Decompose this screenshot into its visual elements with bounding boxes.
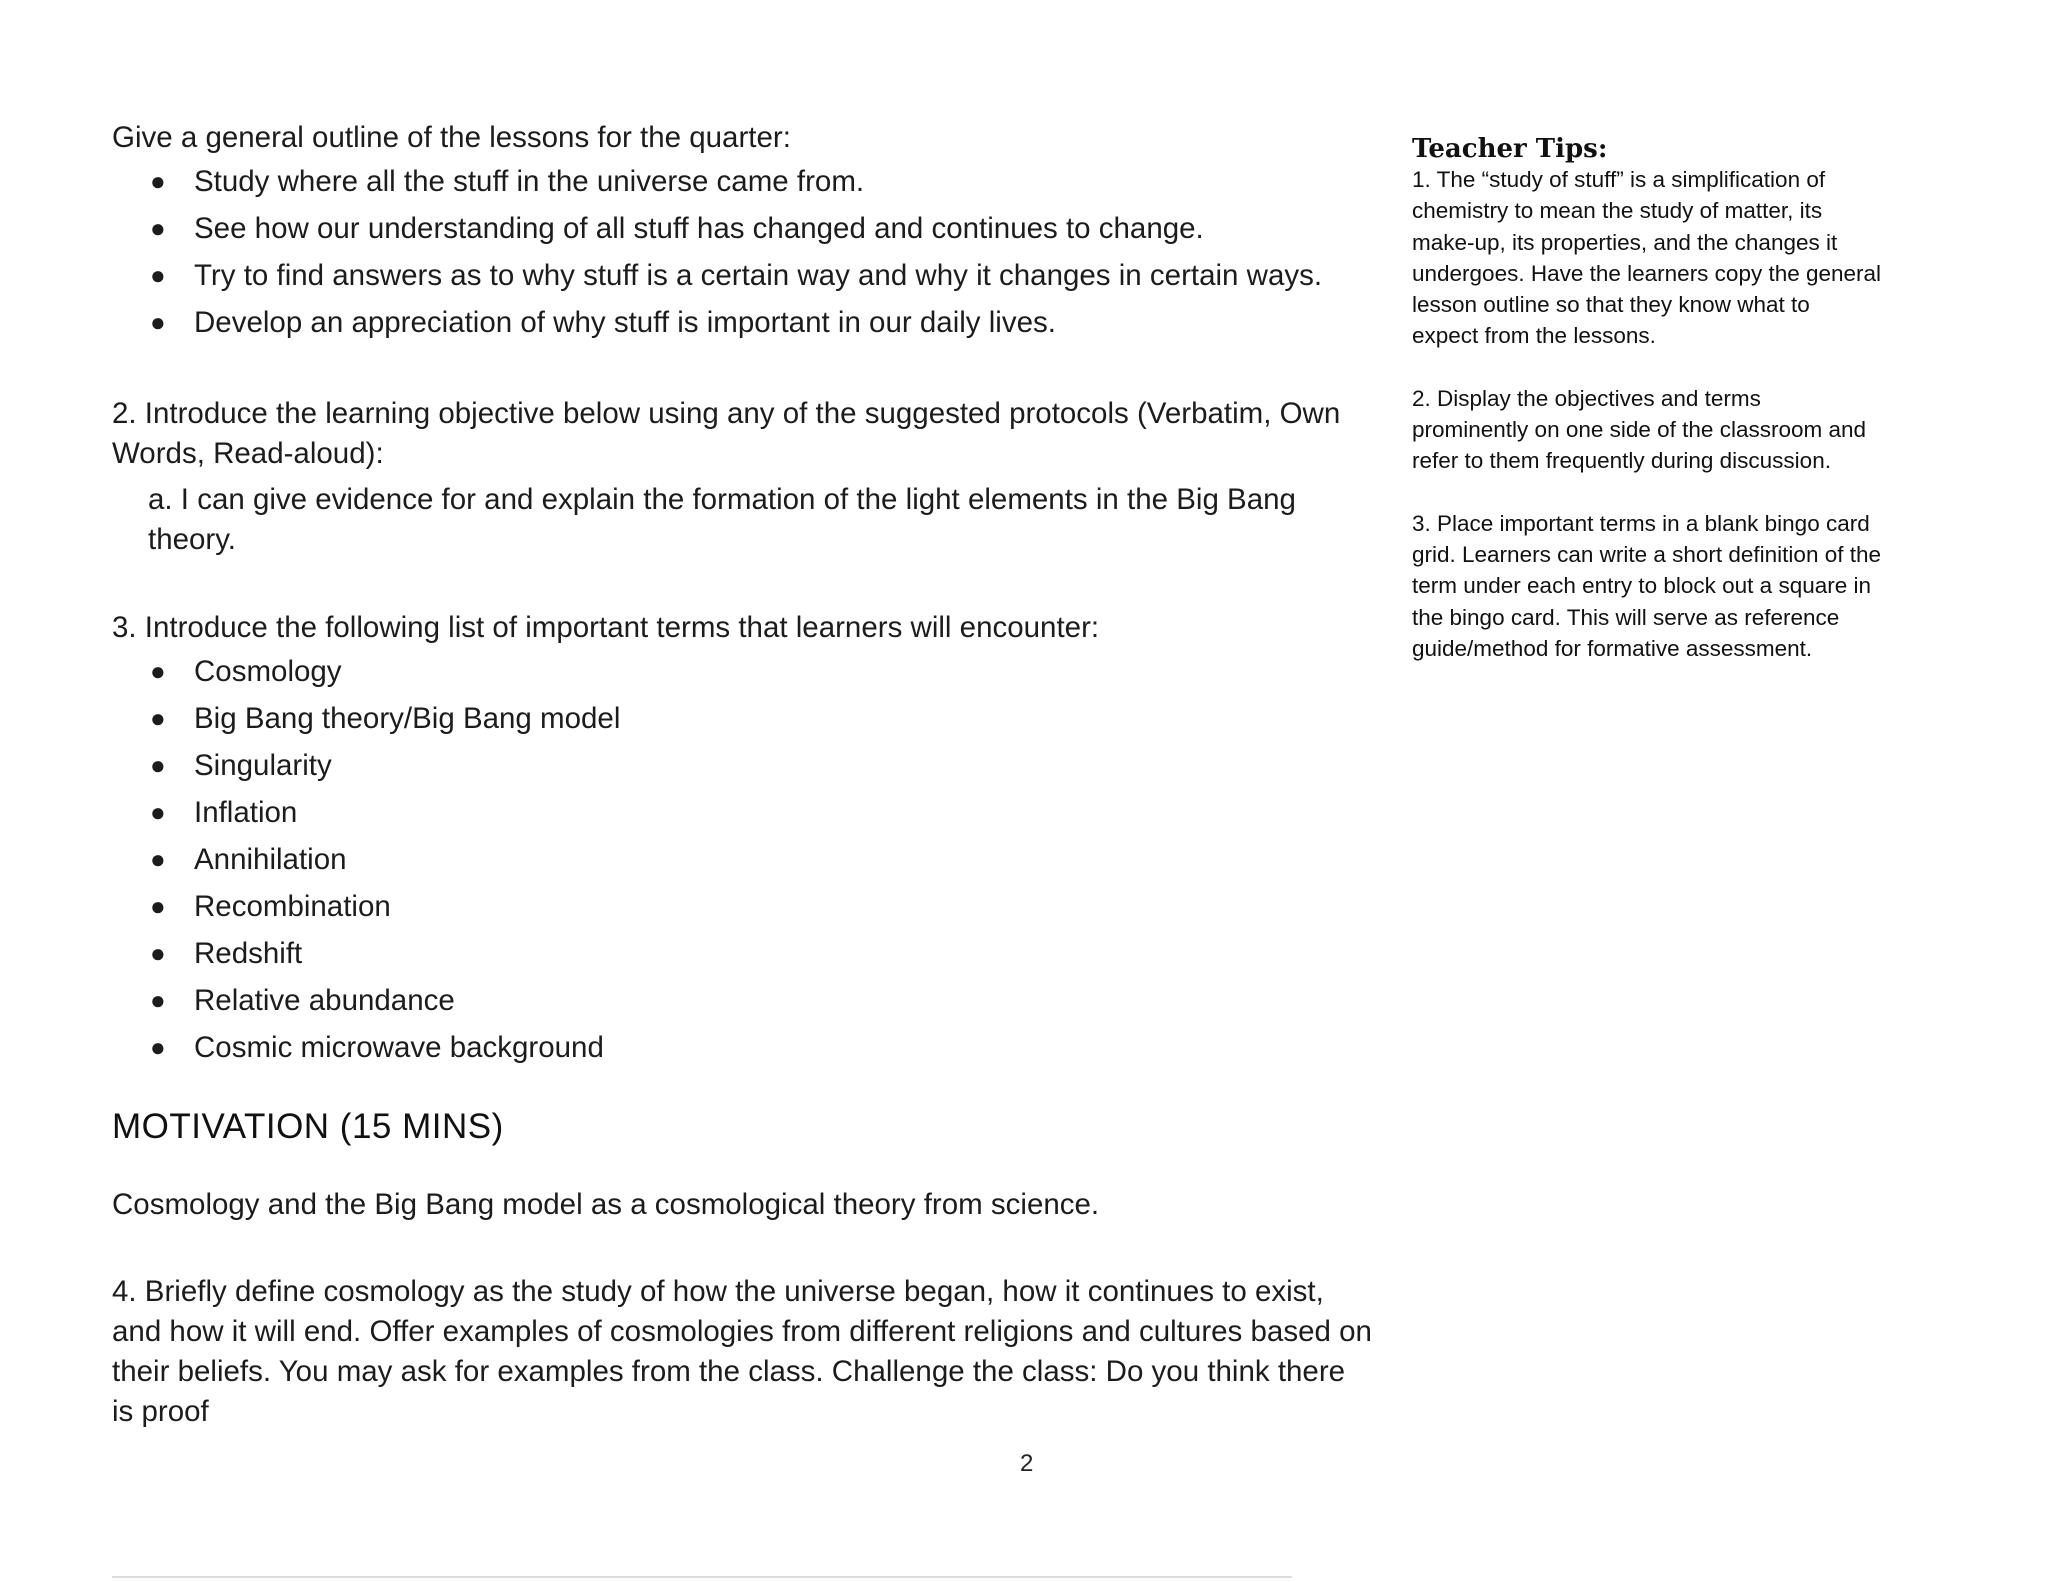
main-content — [112, 118, 1372, 1432]
outline-intro: Give a general outline of the lessons for the quarter: — [112, 121, 791, 154]
teacher-tips-sidebar — [1412, 134, 1882, 664]
page-number: 2 — [1020, 1450, 1034, 1477]
bullet-icon: ● — [150, 260, 166, 290]
list-item: ● Develop an appreciation of why stuff is important in our daily lives. — [112, 299, 1372, 346]
list-item: ● Big Bang theory/Big Bang model — [112, 695, 1372, 742]
teacher-tip-2: 2. Display the objectives and terms prominently on one side of the classroom and refer to them frequently during discussion. — [1412, 385, 1867, 474]
list-item: ● Cosmology — [112, 648, 1372, 695]
teacher-tip-3: 3. Place important terms in a blank bingo card grid. Learners can write a short definition of the term under each entry to block out a square in the bingo card. This will serve as reference guide/method for formative assessment. — [1412, 510, 1882, 661]
step-4-text: 4. Briefly define cosmology as the study of how the universe began, how it continues to exist, and how it will end. Offer examples of cosmologies from different religions and cultures based on their beliefs. You may ask for examples from the class. Challenge the class: Do you think there is proof — [112, 1275, 1372, 1428]
bullet-icon: ● — [150, 656, 166, 686]
page-divider — [112, 1576, 1292, 1578]
bullet-icon: ● — [150, 938, 166, 968]
bullet-icon: ● — [150, 985, 166, 1015]
bullet-icon: ● — [150, 750, 166, 780]
step-3-text: 3. Introduce the following list of important terms that learners will encounter: — [112, 611, 1100, 644]
step-2-text: 2. Introduce the learning objective below using any of the suggested protocols (Verbatim, Own Words, Read-aloud): — [112, 397, 1341, 470]
bullet-icon: ● — [150, 891, 166, 921]
list-item: ● Study where all the stuff in the universe came from. — [112, 158, 1372, 205]
list-item: ● Singularity — [112, 742, 1372, 789]
list-item: ● Redshift — [112, 930, 1372, 977]
bullet-icon: ● — [150, 797, 166, 827]
motivation-heading: MOTIVATION (15 MINS) — [112, 1107, 504, 1146]
motivation-intro: Cosmology and the Big Bang model as a cosmological theory from science. — [112, 1188, 1100, 1221]
outline-list — [112, 158, 1372, 346]
list-item: ● Annihilation — [112, 836, 1372, 883]
teacher-tips-title: Teacher Tips: — [1412, 134, 1608, 164]
bullet-icon: ● — [150, 703, 166, 733]
bullet-icon: ● — [150, 1032, 166, 1062]
list-item: ● Relative abundance — [112, 977, 1372, 1024]
list-item: ● Try to find answers as to why stuff is a certain way and why it changes in certain ways. — [112, 252, 1372, 299]
bullet-icon: ● — [150, 844, 166, 874]
bullet-icon: ● — [150, 166, 166, 196]
teacher-tip-1: 1. The “study of stuff” is a simplification of chemistry to mean the study of matter, its make-up, its properties, and the changes it undergoes. Have the learners copy the general lesson outline so that they know what to expect from the lessons. — [1412, 167, 1882, 349]
list-item: ● See how our understanding of all stuff has changed and continues to change. — [112, 205, 1372, 252]
list-item: ● Recombination — [112, 883, 1372, 930]
bullet-icon: ● — [150, 307, 166, 337]
bullet-icon: ● — [150, 213, 166, 243]
list-item: ● Cosmic microwave background — [112, 1024, 1372, 1071]
learning-objective: a. I can give evidence for and explain the formation of the light elements in the Big Bang theory. — [148, 483, 1296, 556]
terms-list — [112, 648, 1372, 1071]
list-item: ● Inflation — [112, 789, 1372, 836]
